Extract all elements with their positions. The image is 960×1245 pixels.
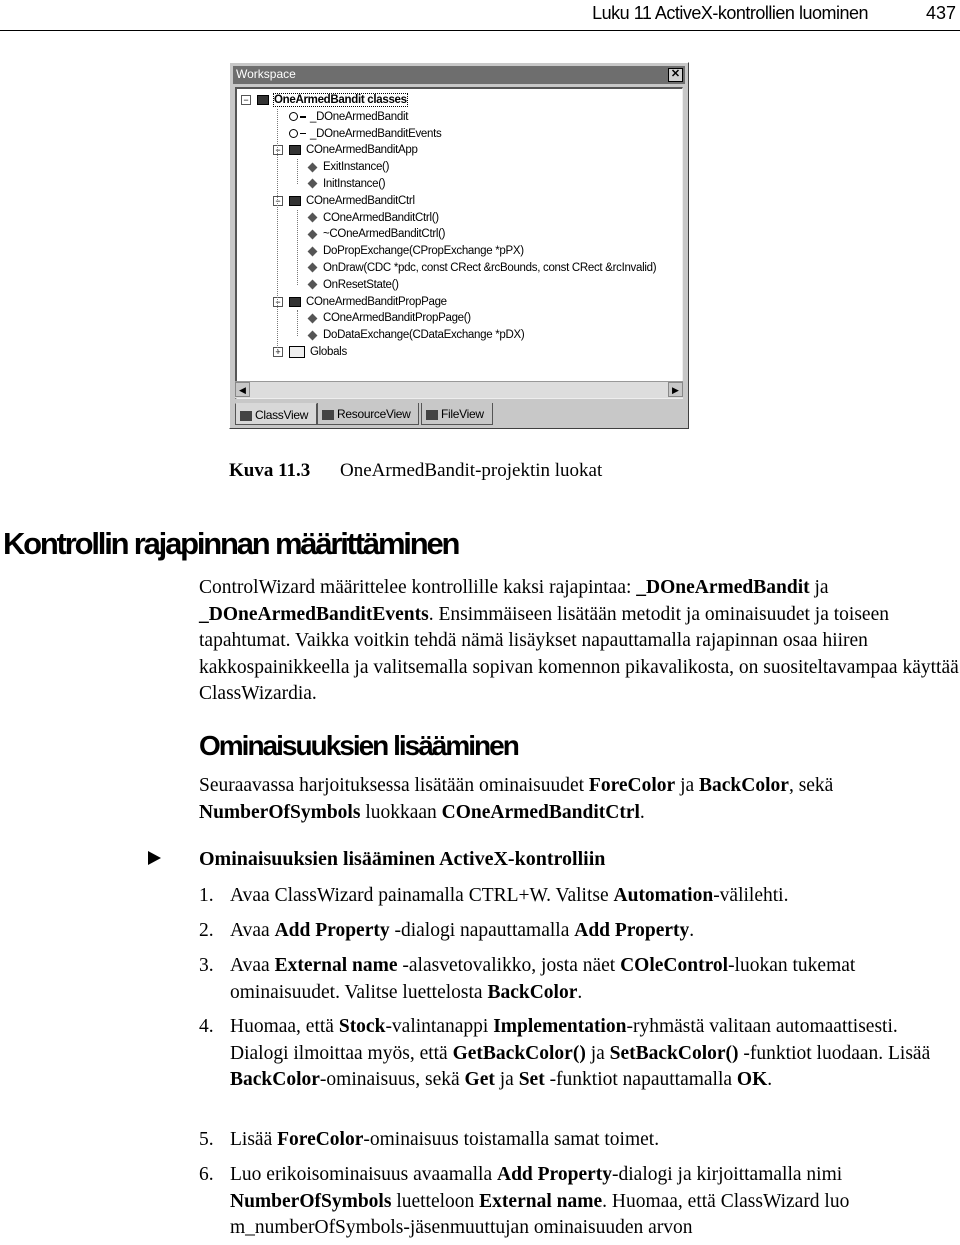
step-item xyxy=(199,1014,959,1094)
step-number: 4. xyxy=(199,1016,214,1037)
intro-segment: ja xyxy=(809,577,829,598)
class-icon xyxy=(289,196,301,206)
step-segment: -luokan tukemat ominaisuudet. Valitse luettelosta xyxy=(230,955,856,1003)
scroll-right-icon[interactable]: ▶ xyxy=(668,382,683,397)
step-text xyxy=(230,1127,959,1154)
tree-connector xyxy=(297,210,298,286)
method-icon xyxy=(308,213,318,223)
step-segment: Lisää xyxy=(230,1129,278,1150)
tree-connector xyxy=(297,159,298,184)
workspace-tabs xyxy=(235,403,683,427)
procedure-heading: Ominaisuuksien lisääminen ActiveX-kontrolliin xyxy=(148,848,605,871)
properties-segment: , sekä xyxy=(788,775,834,796)
interface-icon xyxy=(289,112,298,121)
tree-node[interactable] xyxy=(309,243,524,259)
tree-node-label: COneArmedBanditPropPage xyxy=(306,295,447,308)
protected-method-icon xyxy=(308,229,318,239)
collapse-icon[interactable]: − xyxy=(241,95,251,105)
step-number: 6. xyxy=(199,1164,214,1185)
interface-icon xyxy=(289,129,298,138)
horizontal-scrollbar[interactable] xyxy=(235,381,683,398)
step-segment: Implementation xyxy=(493,1016,627,1037)
step-number: 3. xyxy=(199,955,214,976)
step-segment: SetBackColor() xyxy=(609,1042,739,1064)
step-segment: Avaa xyxy=(230,955,275,976)
fileview-icon xyxy=(426,410,438,420)
step-segment: ja xyxy=(585,1042,610,1064)
step-segment: External name xyxy=(274,955,398,976)
protected-method-icon xyxy=(308,330,318,340)
tree-connector xyxy=(277,109,278,353)
step-segment: . xyxy=(689,920,695,941)
step-segment: Huomaa, että xyxy=(230,1016,339,1037)
step-segment: -dialogi napauttamalla xyxy=(389,920,575,941)
intro-segment: ControlWizard määrittelee kontrollille kaksi rajapintaa: xyxy=(199,577,637,598)
step-text xyxy=(230,883,959,910)
step-segment: OK xyxy=(736,1069,768,1090)
tree-node-label: Globals xyxy=(310,346,347,358)
tree-node[interactable] xyxy=(289,294,447,310)
tree-node[interactable] xyxy=(289,193,415,209)
intro-segment: . Ensimmäiseen lisätään metodit ja ominaisuudet ja toiseen tapahtumat. Vaikka voitkin tehdä nämä lisäykset napauttamalla rajapinnan osaa hiiren kakkospainikkeella ja valitsemalla sopivan komennon pikavalikosta, on suositeltavampaa käyttää ClassWizardia. xyxy=(199,603,959,704)
arrow-icon xyxy=(148,851,161,865)
tree-node[interactable] xyxy=(289,126,441,142)
tree-node-label: OnResetState() xyxy=(323,278,399,291)
close-icon[interactable]: ✕ xyxy=(668,68,683,82)
properties-segment: ja xyxy=(675,775,700,796)
workspace-titlebar xyxy=(233,66,685,84)
interface-line xyxy=(300,116,306,118)
tree-node-label: COneArmedBanditPropPage() xyxy=(323,312,471,325)
step-segment: Avaa xyxy=(230,920,275,941)
step-segment: Luo erikoisominaisuus avaamalla xyxy=(230,1164,497,1185)
collapse-icon[interactable]: − xyxy=(273,297,283,307)
tree-node-label: DoPropExchange(CPropExchange *pPX) xyxy=(323,245,524,258)
step-segment: NumberOfSymbols xyxy=(230,1190,392,1212)
tree-node-label: COneArmedBanditCtrl() xyxy=(323,211,439,224)
tab-resourceview[interactable]: ResourceView xyxy=(317,403,419,425)
step-segment: luetteloon xyxy=(391,1190,480,1212)
figure-caption: OneArmedBandit-projektin luokat xyxy=(340,460,603,481)
properties-segment: ForeColor xyxy=(588,775,676,796)
step-text xyxy=(230,953,959,1006)
class-icon xyxy=(289,297,301,307)
step-item xyxy=(199,918,959,945)
workspace-title: Workspace xyxy=(236,67,296,81)
step-segment: -funktiot luodaan. Lisää xyxy=(738,1042,931,1064)
step-item xyxy=(199,883,959,910)
tree-node[interactable] xyxy=(309,310,471,326)
tree-node-label: ExitInstance() xyxy=(323,161,390,174)
tree-node-label: _DOneArmedBanditEvents xyxy=(310,127,442,140)
method-icon xyxy=(308,162,318,172)
figure-label: Kuva 11.3 xyxy=(229,460,311,481)
properties-segment: luokkaan xyxy=(360,801,442,823)
step-number: 2. xyxy=(199,920,214,941)
subsection-heading: Ominaisuuksien lisääminen xyxy=(199,730,518,761)
step-segment: . xyxy=(577,981,583,1003)
tree-node-label: DoDataExchange(CDataExchange *pDX) xyxy=(323,329,525,342)
step-item xyxy=(199,953,959,1006)
expand-icon[interactable]: + xyxy=(273,347,283,357)
properties-segment: NumberOfSymbols xyxy=(199,801,361,823)
tree-node-label: COneArmedBanditApp xyxy=(306,144,418,157)
step-segment: BackColor xyxy=(230,1069,320,1090)
step-segment: -dialogi ja kirjoittamalla nimi xyxy=(612,1164,843,1185)
step-segment: COleControl xyxy=(620,955,729,976)
step-text xyxy=(230,1014,959,1094)
step-segment: BackColor xyxy=(487,981,578,1003)
method-icon xyxy=(308,313,318,323)
tree-node-label: OnDraw(CDC *pdc, const CRect &rcBounds, const CRect &rcInvalid) xyxy=(323,262,657,274)
scroll-left-icon[interactable]: ◀ xyxy=(235,382,250,397)
step-segment: Add Property xyxy=(274,920,390,941)
collapse-icon[interactable]: − xyxy=(273,196,283,206)
tree-node[interactable] xyxy=(309,159,389,175)
running-header xyxy=(0,0,960,31)
paragraph-properties xyxy=(199,773,959,826)
step-segment: Add Property xyxy=(574,920,690,941)
step-text xyxy=(230,918,959,945)
workspace-window xyxy=(229,62,689,429)
tree-node[interactable] xyxy=(309,327,524,343)
step-segment: -funktiot napauttamalla xyxy=(544,1069,737,1090)
properties-segment: . xyxy=(639,801,645,823)
classview-icon xyxy=(240,411,252,421)
step-segment: . Huomaa, että ClassWizard luo m_numberOfSymbols-jäsenmuuttujan ominaisuuden arvon xyxy=(230,1190,850,1238)
resourceview-icon xyxy=(322,410,334,420)
step-segment: External name xyxy=(479,1190,603,1212)
step-segment: -ominaisuus toistamalla samat toimet. xyxy=(363,1129,660,1150)
method-icon xyxy=(308,280,318,290)
folder-icon xyxy=(289,346,305,358)
step-segment: -välilehti. xyxy=(713,885,789,906)
paragraph-intro xyxy=(199,575,959,708)
interface-line xyxy=(300,133,306,135)
step-segment: GetBackColor() xyxy=(452,1042,586,1064)
method-icon xyxy=(308,246,318,256)
page-number: 437 xyxy=(925,3,956,23)
step-segment: -ryhmästä valitaan automaattisesti. Dialogi ilmoittaa myös, että xyxy=(230,1016,898,1064)
step-text xyxy=(230,1162,959,1242)
step-segment: -ominaisuus, sekä xyxy=(319,1069,465,1090)
step-segment: Avaa ClassWizard painamalla CTRL+W. Valitse xyxy=(230,885,614,906)
tree-node[interactable] xyxy=(289,142,418,158)
tree-node[interactable] xyxy=(309,176,385,192)
step-segment: Get xyxy=(464,1069,495,1090)
intro-segment: _DOneArmedBandit xyxy=(636,577,810,598)
step-segment: ForeColor xyxy=(277,1129,364,1150)
classes-icon xyxy=(257,95,269,105)
step-segment: Stock xyxy=(338,1016,386,1037)
tree-node[interactable] xyxy=(309,260,656,276)
step-number: 1. xyxy=(199,885,214,906)
tree-node[interactable] xyxy=(289,344,347,360)
section-heading: Kontrollin rajapinnan määrittäminen xyxy=(3,526,459,561)
properties-segment: Seuraavassa harjoituksessa lisätään ominaisuudet xyxy=(199,775,589,796)
step-item xyxy=(199,1127,959,1154)
properties-segment: BackColor xyxy=(699,775,789,796)
collapse-icon[interactable]: − xyxy=(273,145,283,155)
tree-node[interactable] xyxy=(257,92,407,108)
step-segment: -alasvetovalikko, josta näet xyxy=(397,955,621,976)
step-segment: . xyxy=(767,1069,773,1090)
tree-node[interactable] xyxy=(309,226,445,242)
step-item xyxy=(199,1162,959,1242)
step-segment: Set xyxy=(518,1069,545,1090)
tree-node[interactable] xyxy=(289,109,408,125)
tree-connector xyxy=(297,310,298,335)
step-segment: -valintanappi xyxy=(385,1016,494,1037)
class-icon xyxy=(289,145,301,155)
tree-node-label: ~COneArmedBanditCtrl() xyxy=(323,228,446,241)
method-icon xyxy=(308,263,318,273)
tree-node-label: _DOneArmedBandit xyxy=(310,110,409,123)
tree-node[interactable] xyxy=(309,210,439,226)
tree-node-label: OneArmedBandit classes xyxy=(274,94,407,106)
tree-node-label: InitInstance() xyxy=(323,178,386,190)
intro-segment: _DOneArmedBanditEvents xyxy=(199,603,429,625)
step-segment: ja xyxy=(494,1069,519,1090)
tab-classview[interactable]: ClassView xyxy=(235,403,317,425)
step-segment: Automation xyxy=(613,885,714,906)
tree-node-label: COneArmedBanditCtrl xyxy=(306,194,415,207)
properties-segment: COneArmedBanditCtrl xyxy=(441,801,640,823)
class-tree xyxy=(235,87,683,399)
chapter-title: Luku 11 ActiveX-kontrollien luominen xyxy=(592,3,868,23)
tab-fileview[interactable]: FileView xyxy=(421,403,493,425)
method-icon xyxy=(308,179,318,189)
tree-node[interactable] xyxy=(309,277,399,293)
step-number: 5. xyxy=(199,1129,214,1150)
step-segment: Add Property xyxy=(496,1164,612,1185)
